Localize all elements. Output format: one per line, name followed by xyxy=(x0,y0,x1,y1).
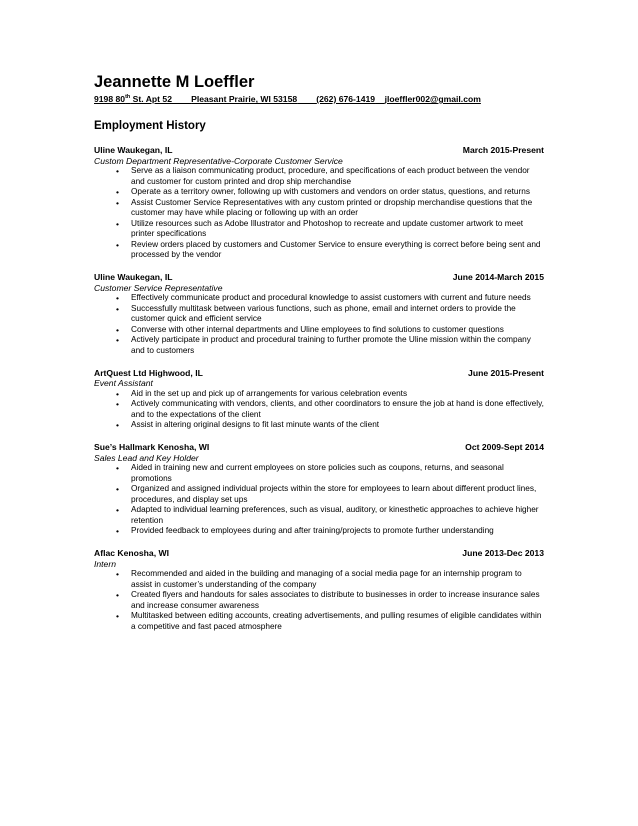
duty-bullet: • Actively communicating with vendors, clients, and other coordinators to ensure the job at hand is done effectively, and to the expectations of the client xyxy=(94,399,544,420)
job-duties-list xyxy=(94,389,544,431)
contact-line xyxy=(94,94,481,104)
job-title: Event Assistant xyxy=(94,378,153,388)
job-dates: June 2015-Present xyxy=(468,367,544,378)
duty-bullet: • Successfully multitask between various functions, such as phone, email and internet orders to provide the customer quick and efficient service xyxy=(94,304,544,325)
contact-separator xyxy=(172,94,191,104)
applicant-name: Jeannette M Loeffler xyxy=(94,73,255,91)
job-header xyxy=(94,442,544,453)
job-entry xyxy=(94,272,544,356)
email-address: jloeffler002@gmail.com xyxy=(384,94,481,104)
duty-bullet: • Multitasked between editing accounts, creating advertisements, and pulling resumes of eligible candidates within a competitive and fast paced atmosphere xyxy=(94,611,544,632)
duty-bullet: • Utilize resources such as Adobe Illustrator and Photoshop to recreate and update customer artwork to meet printer specifications xyxy=(94,219,544,240)
duty-bullet: • Review orders placed by customers and Customer Service to ensure everything is correct before being sent and processed by the vendor xyxy=(94,240,544,261)
address-street xyxy=(94,94,172,104)
duty-bullet: • Provided feedback to employees during and after training/projects to promote further understanding xyxy=(94,526,544,537)
job-dates: Oct 2009-Sept 2014 xyxy=(465,442,544,452)
address-street-rest: St. Apt 52 xyxy=(130,94,172,104)
job-title: Sales Lead and Key Holder xyxy=(94,452,199,463)
address-ordinal: th xyxy=(125,94,131,100)
job-header xyxy=(94,145,544,156)
job-entry xyxy=(94,442,544,537)
job-entry xyxy=(94,368,544,431)
duty-bullet: • Recommended and aided in the building and managing of a social media page for an internship program to assist in customer’s understanding of the company xyxy=(94,569,544,590)
duty-bullet: • Aid in the set up and pick up of arrangements for various celebration events xyxy=(94,389,544,400)
job-company: Uline Waukegan, IL xyxy=(94,272,173,282)
address-number: 9198 80 xyxy=(94,94,126,104)
contact-separator xyxy=(375,94,385,104)
job-company: ArtQuest Ltd Highwood, IL xyxy=(94,367,203,378)
job-company: Uline Waukegan, IL xyxy=(94,145,173,155)
job-entry xyxy=(94,145,544,261)
duty-bullet: • Serve as a liaison communicating product, procedure, and specifications of each product between the vendor and customer for custom printed and drop ship merchandise xyxy=(94,166,544,187)
job-title: Customer Service Representative xyxy=(94,282,223,293)
job-dates: June 2014-March 2015 xyxy=(452,272,544,282)
job-company: Aflac Kenosha, WI xyxy=(94,548,169,558)
duty-bullet: • Converse with other internal departments and Uline employees to find solutions to customer questions xyxy=(94,325,544,336)
employment-list xyxy=(94,145,544,644)
job-company: Sue’s Hallmark Kenosha, WI xyxy=(94,442,210,452)
duty-bullet: • Assist Customer Service Representatives with any custom printed or dropship merchandise questions that the customer may have while placing or following up with an order xyxy=(94,198,544,219)
duty-bullet: • Created flyers and handouts for sales associates to distribute to businesses in order to increase insurance sales and increase consumer awareness xyxy=(94,590,544,611)
job-header xyxy=(94,548,544,559)
duty-bullet: • Actively participate in product and procedural training to further promote the Uline mission within the company and to customers xyxy=(94,335,544,356)
duty-bullet: • Adapted to individual learning preferences, such as visual, auditory, or kinesthetic approaches to achieve higher retention xyxy=(94,505,544,526)
job-dates: June 2013-Dec 2013 xyxy=(462,548,544,558)
duty-bullet: • Assist in altering original designs to fit last minute wants of the client xyxy=(94,420,544,431)
phone-number: (262) 676-1419 xyxy=(316,94,376,104)
job-duties-list xyxy=(94,293,544,356)
job-title: Intern xyxy=(94,558,116,569)
job-duties-list xyxy=(94,569,544,632)
duty-bullet: • Operate as a territory owner, following up with customers and vendors on order status, questions, and returns xyxy=(94,187,544,198)
address-city: Pleasant Prairie, WI 53158 xyxy=(191,94,298,104)
duty-bullet: • Effectively communicate product and procedural knowledge to assist customers with current and future needs xyxy=(94,293,544,304)
job-entry xyxy=(94,548,544,632)
job-duties-list xyxy=(94,463,544,537)
job-duties-list xyxy=(94,166,544,261)
duty-bullet: • Aided in training new and current employees on store policies such as coupons, returns, and seasonal promotions xyxy=(94,463,544,484)
job-header xyxy=(94,272,544,283)
contact-separator xyxy=(297,94,316,104)
job-dates: March 2015-Present xyxy=(462,145,544,155)
job-header xyxy=(94,368,544,379)
duty-bullet: • Organized and assigned individual projects within the store for employees to learn about different product lines, procedures, and display set ups xyxy=(94,484,544,505)
job-title: Custom Department Representative-Corporate Customer Service xyxy=(94,155,343,166)
employment-history-heading: Employment History xyxy=(94,120,206,132)
